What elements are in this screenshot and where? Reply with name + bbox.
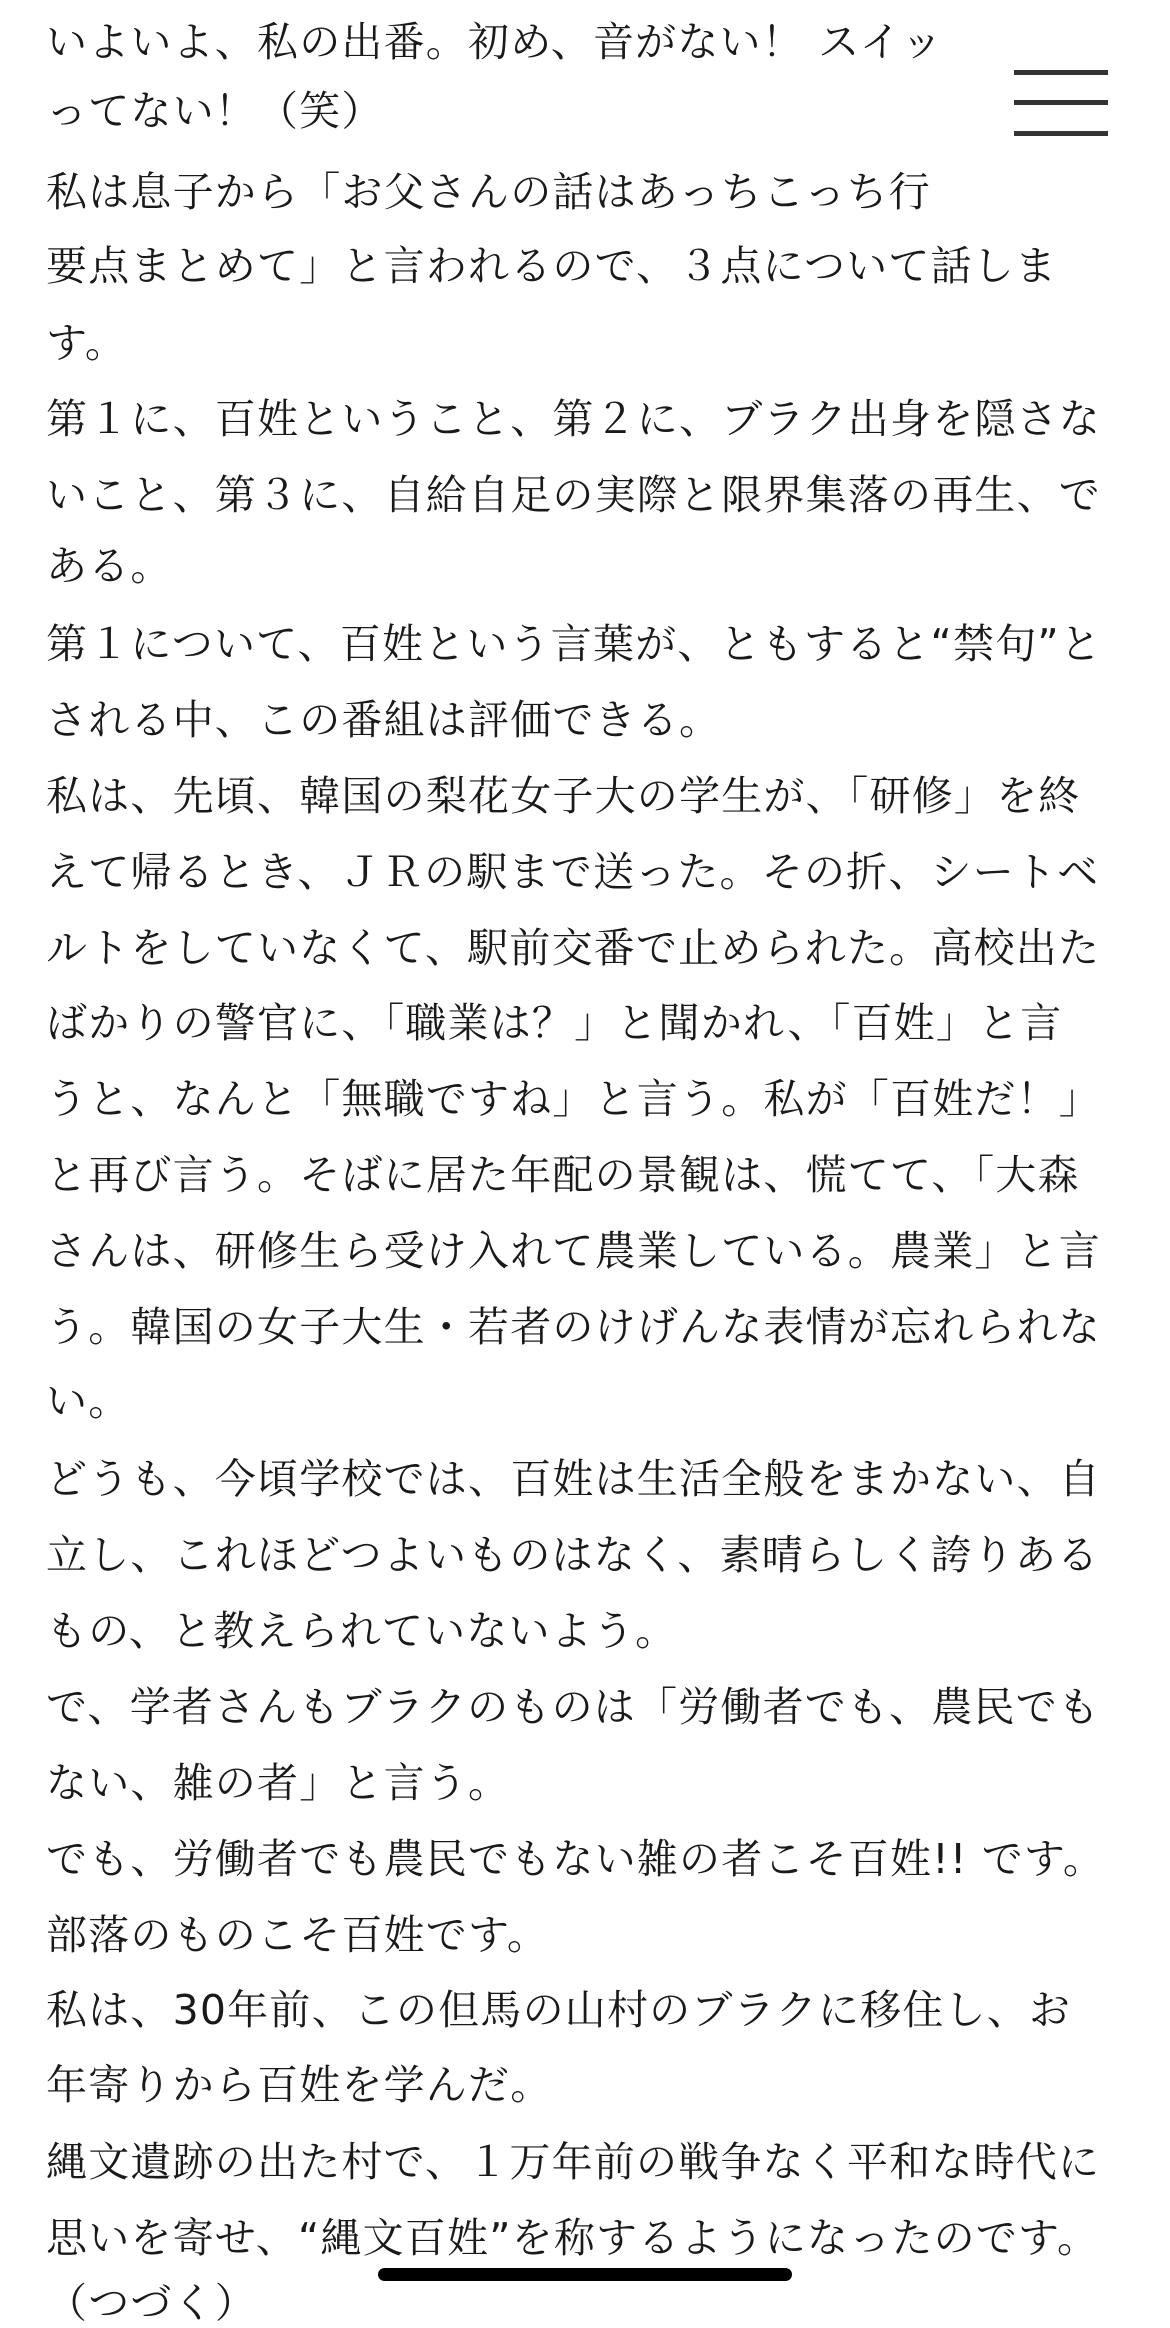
- article-line: 第１について、百姓という言葉が、ともすると“禁句”と: [46, 620, 1103, 668]
- article-line: 部落のものこそ百姓です。: [46, 1911, 550, 1959]
- article-line: う。韓国の女子大生・若者のけげんな表情が忘れられな: [46, 1303, 1101, 1351]
- article-line: す。: [46, 319, 128, 367]
- article-line: 年寄りから百姓を学んだ。: [46, 2061, 553, 2109]
- article-line: 私は、先頃、韓国の梨花女子大の学生が、「研修」を終: [46, 772, 1081, 820]
- menu-bar: [1014, 100, 1108, 105]
- article-line: （つづく）: [46, 2279, 257, 2327]
- article-line: どうも、今頃学校では、百姓は生活全般をまかない、自: [46, 1455, 1101, 1503]
- article-line: 第１に、百姓ということ、第２に、ブラク出身を隠さな: [46, 395, 1101, 443]
- article-line: で、学者さんもブラクのものは「労働者でも、農民でも: [46, 1683, 1101, 1731]
- article-line: さんは、研修生ら受け入れて農業している。農業」と言: [46, 1227, 1101, 1275]
- article-line: ルトをしていなくて、駅前交番で止められた。高校出た: [46, 924, 1101, 972]
- article-line: いこと、第３に、自給自足の実際と限界集落の再生、で: [46, 471, 1101, 519]
- article-line: と再び言う。そばに居た年配の景観は、慌てて、「大森: [46, 1151, 1080, 1199]
- article-line: 私は息子から「お父さんの話はあっちこっち行: [46, 168, 931, 216]
- article-line: ない、雑の者」と言う。: [46, 1759, 511, 1807]
- article-line: 縄文遺跡の出た村で、１万年前の戦争なく平和な時代に: [46, 2138, 1101, 2186]
- article-line: ってない！（笑）: [46, 87, 384, 135]
- article-line: い。: [46, 1377, 131, 1425]
- article-line: 立し、これほどつよいものはなく、素晴らしく誇りある: [46, 1531, 1100, 1579]
- article-line: ばかりの警官に、「職業は？」と聞かれ、「百姓」と言: [46, 999, 1063, 1047]
- home-indicator[interactable]: [378, 2268, 792, 2281]
- hamburger-menu-icon[interactable]: [1008, 70, 1112, 144]
- article-line: 思いを寄せ、“縄文百姓”を称するようになったのです。: [46, 2214, 1100, 2262]
- article-line: いよいよ、私の出番。初め、音がない！ スイッ: [46, 18, 944, 66]
- article-line: 私は、30年前、この但馬の山村のブラクに移住し、お: [46, 1986, 1072, 2034]
- article-line: 要点まとめて」と言われるので、３点について話しま: [46, 242, 1058, 290]
- article-line: ある。: [46, 542, 173, 590]
- menu-bar: [1014, 131, 1108, 136]
- menu-bar: [1014, 70, 1108, 75]
- article-line: される中、この番組は評価できる。: [46, 696, 722, 744]
- article-line: でも、労働者でも農民でもない雑の者こそ百姓!! です。: [46, 1835, 1106, 1883]
- article-line: うと、なんと「無職ですね」と言う。私が「百姓だ！」: [46, 1075, 1101, 1123]
- article-line: もの、と教えられていないよう。: [46, 1607, 678, 1655]
- article-line: えて帰るとき、ＪＲの駅まで送った。その折、シートベ: [46, 848, 1100, 896]
